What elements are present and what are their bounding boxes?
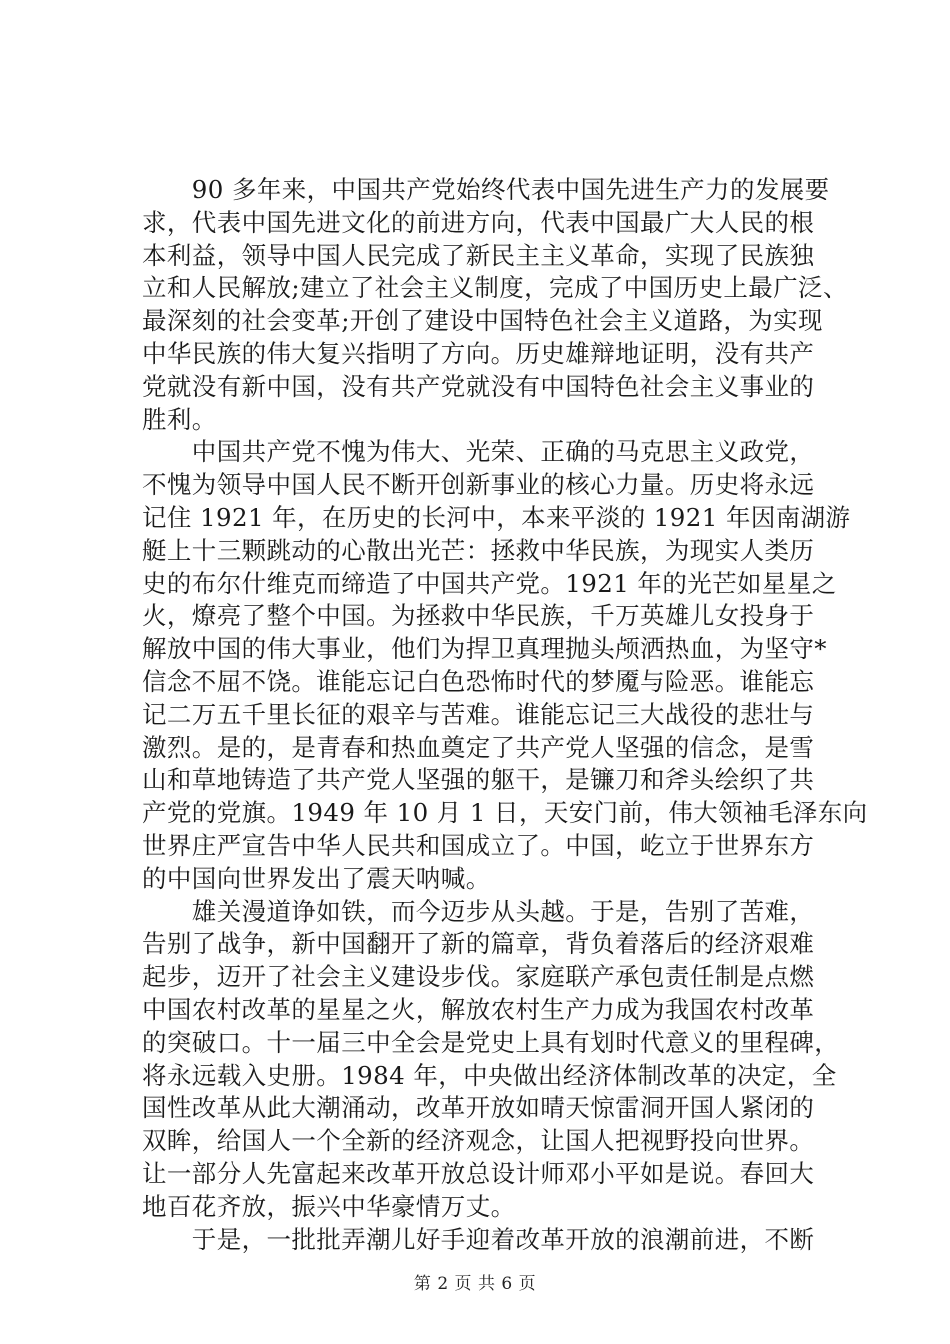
text-line: 火，燎亮了整个中国。为拯救中华民族，千万英雄儿女投身于 <box>142 601 815 631</box>
text-line: 信念不屈不饶。谁能忘记白色恐怖时代的梦魇与险恶。谁能忘 <box>142 666 815 696</box>
page-number-footer: 第 2 页 共 6 页 <box>413 1274 537 1294</box>
text-line: 于是，一批批弄潮儿好手迎着改革开放的浪潮前进，不断 <box>142 1224 815 1254</box>
text-line: 解放中国的伟大事业，他们为捍卫真理抛头颅洒热血，为坚守* <box>142 634 827 664</box>
text-line: 中国农村改革的星星之火，解放农村生产力成为我国农村改革 <box>142 994 815 1024</box>
text-line: 起步，迈开了社会主义建设步伐。家庭联产承包责任制是点燃 <box>142 962 815 992</box>
text-line: 让一部分人先富起来改革开放总设计师邓小平如是说。春回大 <box>142 1158 815 1188</box>
text-line: 雄关漫道诤如铁，而今迈步从头越。于是，告别了苦难， <box>142 896 815 926</box>
document-body <box>142 174 868 1256</box>
text-line: 产党的党旗。1949 年 10 月 1 日，天安门前，伟大领袖毛泽东向 <box>142 798 868 828</box>
text-line: 史的布尔什维克而缔造了中国共产党。1921 年的光芒如星星之 <box>142 568 837 598</box>
text-line: 的突破口。十一届三中全会是党史上具有划时代意义的里程碑， <box>142 1027 840 1057</box>
text-line: 国性改革从此大潮涌动，改革开放如晴天惊雷洞开国人紧闭的 <box>142 1093 815 1123</box>
text-line: 记住 1921 年，在历史的长河中，本来平淡的 1921 年因南湖游 <box>142 502 851 532</box>
text-line: 记二万五千里长征的艰辛与苦难。谁能忘记三大战役的悲壮与 <box>142 699 815 729</box>
text-line: 艇上十三颗跳动的心散出光芒：拯救中华民族，为现实人类历 <box>142 535 815 565</box>
text-line: 党就没有新中国，没有共产党就没有中国特色社会主义事业的 <box>142 371 815 401</box>
text-line: 山和草地铸造了共产党人坚强的躯干，是镰刀和斧头绘织了共 <box>142 765 815 795</box>
text-line: 激烈。是的，是青春和热血奠定了共产党人坚强的信念，是雪 <box>142 732 815 762</box>
text-line: 本利益，领导中国人民完成了新民主主义革命，实现了民族独 <box>142 240 815 270</box>
text-line: 不愧为领导中国人民不断开创新事业的核心力量。历史将永远 <box>142 470 815 500</box>
text-line: 中国共产党不愧为伟大、光荣、正确的马克思主义政党， <box>142 437 815 467</box>
text-line: 将永远载入史册。1984 年，中央做出经济体制改革的决定，全 <box>142 1060 837 1090</box>
text-line: 地百花齐放，振兴中华豪情万丈。 <box>142 1191 516 1221</box>
text-line: 告别了战争，新中国翻开了新的篇章，背负着落后的经济艰难 <box>142 929 815 959</box>
text-line: 立和人民解放;建立了社会主义制度，完成了中国历史上最广泛、 <box>142 273 848 303</box>
text-line: 最深刻的社会变革;开创了建设中国特色社会主义道路，为实现 <box>142 306 823 336</box>
text-line: 的中国向世界发出了震天呐喊。 <box>142 863 491 893</box>
text-line: 胜利。 <box>142 404 217 434</box>
text-line: 求，代表中国先进文化的前进方向，代表中国最广大人民的根 <box>142 207 815 237</box>
text-line: 世界庄严宣告中华人民共和国成立了。中国，屹立于世界东方 <box>142 830 815 860</box>
text-line: 中华民族的伟大复兴指明了方向。历史雄辩地证明，没有共产 <box>142 338 815 368</box>
text-line: 90 多年来，中国共产党始终代表中国先进生产力的发展要 <box>142 175 830 204</box>
text-line: 双眸，给国人一个全新的经济观念，让国人把视野投向世界。 <box>142 1126 815 1156</box>
